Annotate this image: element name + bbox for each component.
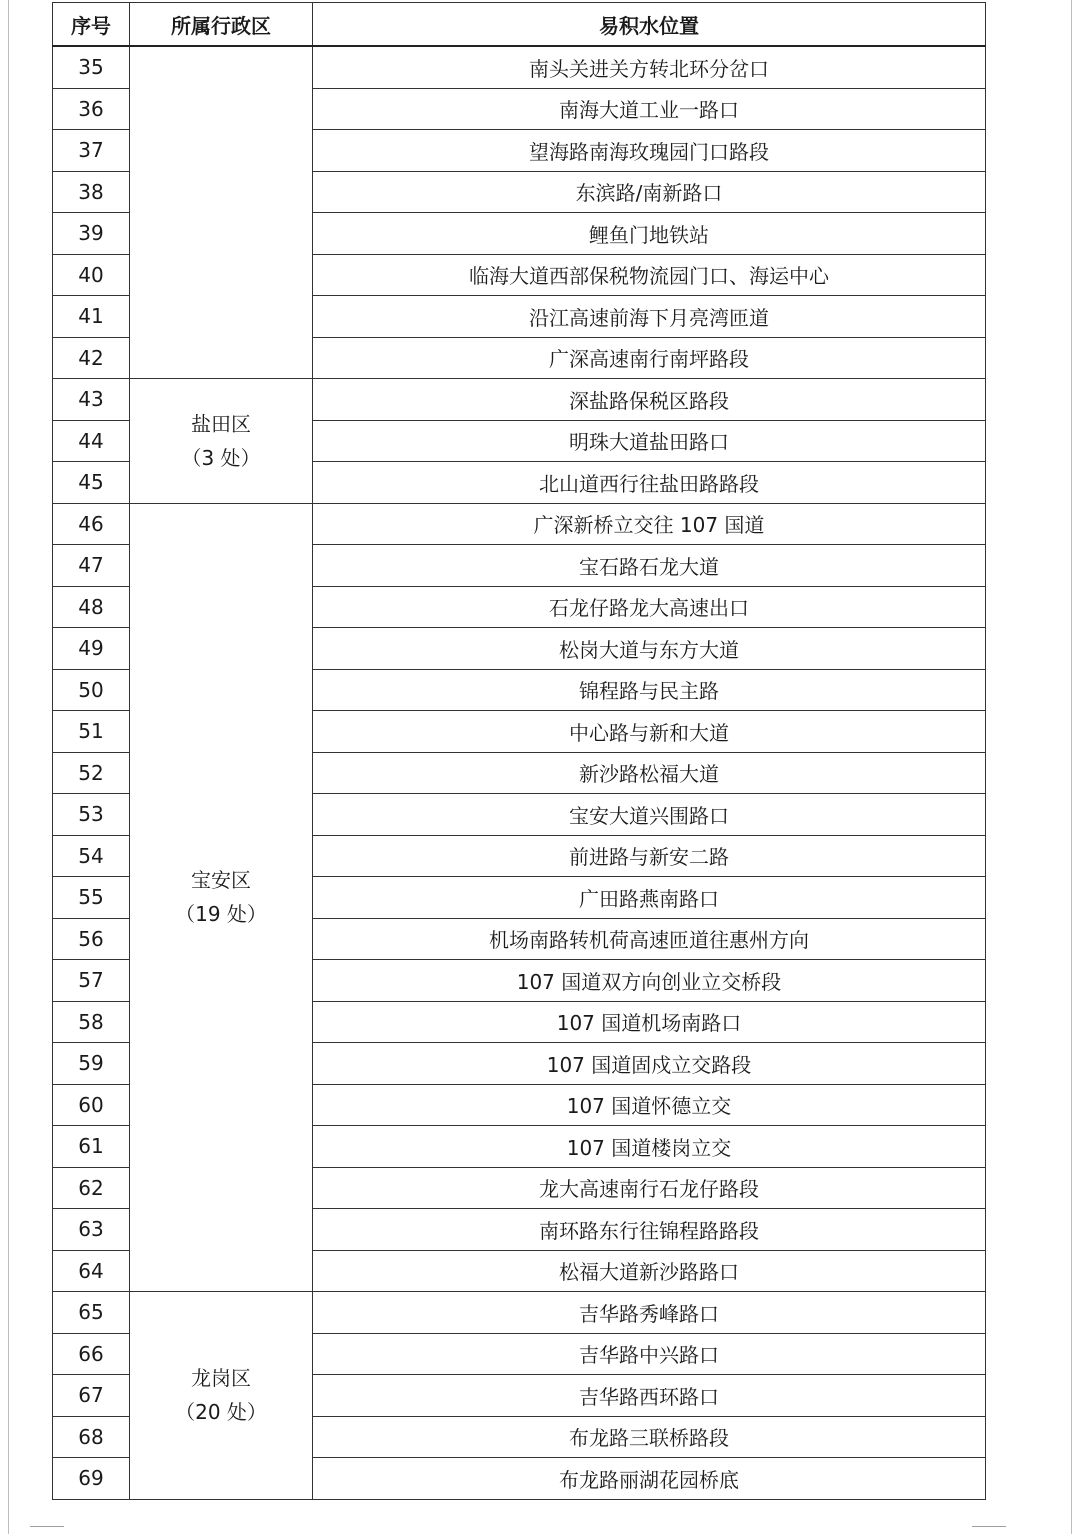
location-cell: 北山道西行往盐田路路段 (313, 462, 986, 504)
table-row (53, 1292, 986, 1334)
location-cell: 龙大高速南行石龙仔路段 (313, 1167, 986, 1209)
location-cell: 松岗大道与东方大道 (313, 628, 986, 670)
district-count: （20 处） (175, 1400, 267, 1425)
serial-number-cell: 50 (53, 669, 130, 711)
location-cell: 宝石路石龙大道 (313, 545, 986, 587)
table-header-row (53, 3, 986, 47)
serial-number-cell: 68 (53, 1416, 130, 1458)
location-cell: 107 国道双方向创业立交桥段 (313, 960, 986, 1002)
location-cell: 石龙仔路龙大高速出口 (313, 586, 986, 628)
table-row (53, 46, 986, 88)
location-cell: 吉华路中兴路口 (313, 1333, 986, 1375)
header-location: 易积水位置 (313, 3, 986, 47)
serial-number-cell: 36 (53, 88, 130, 130)
serial-number-cell: 65 (53, 1292, 130, 1334)
crop-mark-bottom-right (972, 1526, 1006, 1527)
serial-number-cell: 48 (53, 586, 130, 628)
location-cell: 临海大道西部保税物流园门口、海运中心 (313, 254, 986, 296)
serial-number-cell: 51 (53, 711, 130, 753)
serial-number-cell: 56 (53, 918, 130, 960)
table-body (53, 46, 986, 1499)
serial-number-cell: 47 (53, 545, 130, 587)
location-cell: 107 国道机场南路口 (313, 1001, 986, 1043)
serial-number-cell: 45 (53, 462, 130, 504)
location-cell: 广深高速南行南坪路段 (313, 337, 986, 379)
serial-number-cell: 57 (53, 960, 130, 1002)
header-district: 所属行政区 (130, 3, 313, 47)
location-cell: 沿江高速前海下月亮湾匝道 (313, 296, 986, 338)
serial-number-cell: 46 (53, 503, 130, 545)
location-cell: 前进路与新安二路 (313, 835, 986, 877)
crop-mark-bottom-left (30, 1526, 64, 1527)
serial-number-cell: 62 (53, 1167, 130, 1209)
district-cell (130, 379, 313, 504)
serial-number-cell: 39 (53, 213, 130, 255)
header-serial-number: 序号 (53, 3, 130, 47)
district-cell (130, 1292, 313, 1500)
serial-number-cell: 63 (53, 1209, 130, 1251)
district-name: 盐田区 (191, 411, 251, 436)
location-cell: 新沙路松福大道 (313, 752, 986, 794)
serial-number-cell: 54 (53, 835, 130, 877)
location-cell: 吉华路西环路口 (313, 1375, 986, 1417)
table-row (53, 503, 986, 545)
location-cell: 南环路东行往锦程路路段 (313, 1209, 986, 1251)
serial-number-cell: 58 (53, 1001, 130, 1043)
serial-number-cell: 69 (53, 1458, 130, 1500)
district-cell (130, 503, 313, 1292)
location-cell: 南头关进关方转北环分岔口 (313, 46, 986, 88)
location-cell: 望海路南海玫瑰园门口路段 (313, 130, 986, 172)
serial-number-cell: 44 (53, 420, 130, 462)
location-cell: 宝安大道兴围路口 (313, 794, 986, 836)
serial-number-cell: 53 (53, 794, 130, 836)
location-cell: 明珠大道盐田路口 (313, 420, 986, 462)
location-cell: 107 国道固戍立交路段 (313, 1043, 986, 1085)
serial-number-cell: 60 (53, 1084, 130, 1126)
serial-number-cell: 59 (53, 1043, 130, 1085)
serial-number-cell: 55 (53, 877, 130, 919)
location-cell: 东滨路/南新路口 (313, 171, 986, 213)
location-cell: 深盐路保税区路段 (313, 379, 986, 421)
location-cell: 广深新桥立交往 107 国道 (313, 503, 986, 545)
location-cell: 布龙路丽湖花园桥底 (313, 1458, 986, 1500)
serial-number-cell: 67 (53, 1375, 130, 1417)
district-name: 宝安区 (191, 868, 251, 893)
location-cell: 机场南路转机荷高速匝道往惠州方向 (313, 918, 986, 960)
table-row (53, 379, 986, 421)
serial-number-cell: 38 (53, 171, 130, 213)
waterlogging-locations-table (52, 2, 986, 1500)
location-cell: 107 国道怀德立交 (313, 1084, 986, 1126)
location-cell: 布龙路三联桥路段 (313, 1416, 986, 1458)
serial-number-cell: 41 (53, 296, 130, 338)
location-cell: 松福大道新沙路路口 (313, 1250, 986, 1292)
serial-number-cell: 40 (53, 254, 130, 296)
serial-number-cell: 64 (53, 1250, 130, 1292)
district-cell (130, 46, 313, 379)
district-name: 龙岗区 (191, 1366, 251, 1391)
location-cell: 锦程路与民主路 (313, 669, 986, 711)
location-cell: 南海大道工业一路口 (313, 88, 986, 130)
serial-number-cell: 37 (53, 130, 130, 172)
location-cell: 鲤鱼门地铁站 (313, 213, 986, 255)
serial-number-cell: 66 (53, 1333, 130, 1375)
serial-number-cell: 52 (53, 752, 130, 794)
location-cell: 107 国道楼岗立交 (313, 1126, 986, 1168)
district-count: （3 处） (181, 445, 261, 470)
district-count: （19 处） (175, 902, 267, 927)
location-cell: 广田路燕南路口 (313, 877, 986, 919)
serial-number-cell: 42 (53, 337, 130, 379)
serial-number-cell: 61 (53, 1126, 130, 1168)
location-cell: 中心路与新和大道 (313, 711, 986, 753)
serial-number-cell: 49 (53, 628, 130, 670)
serial-number-cell: 43 (53, 379, 130, 421)
location-cell: 吉华路秀峰路口 (313, 1292, 986, 1334)
serial-number-cell: 35 (53, 46, 130, 88)
